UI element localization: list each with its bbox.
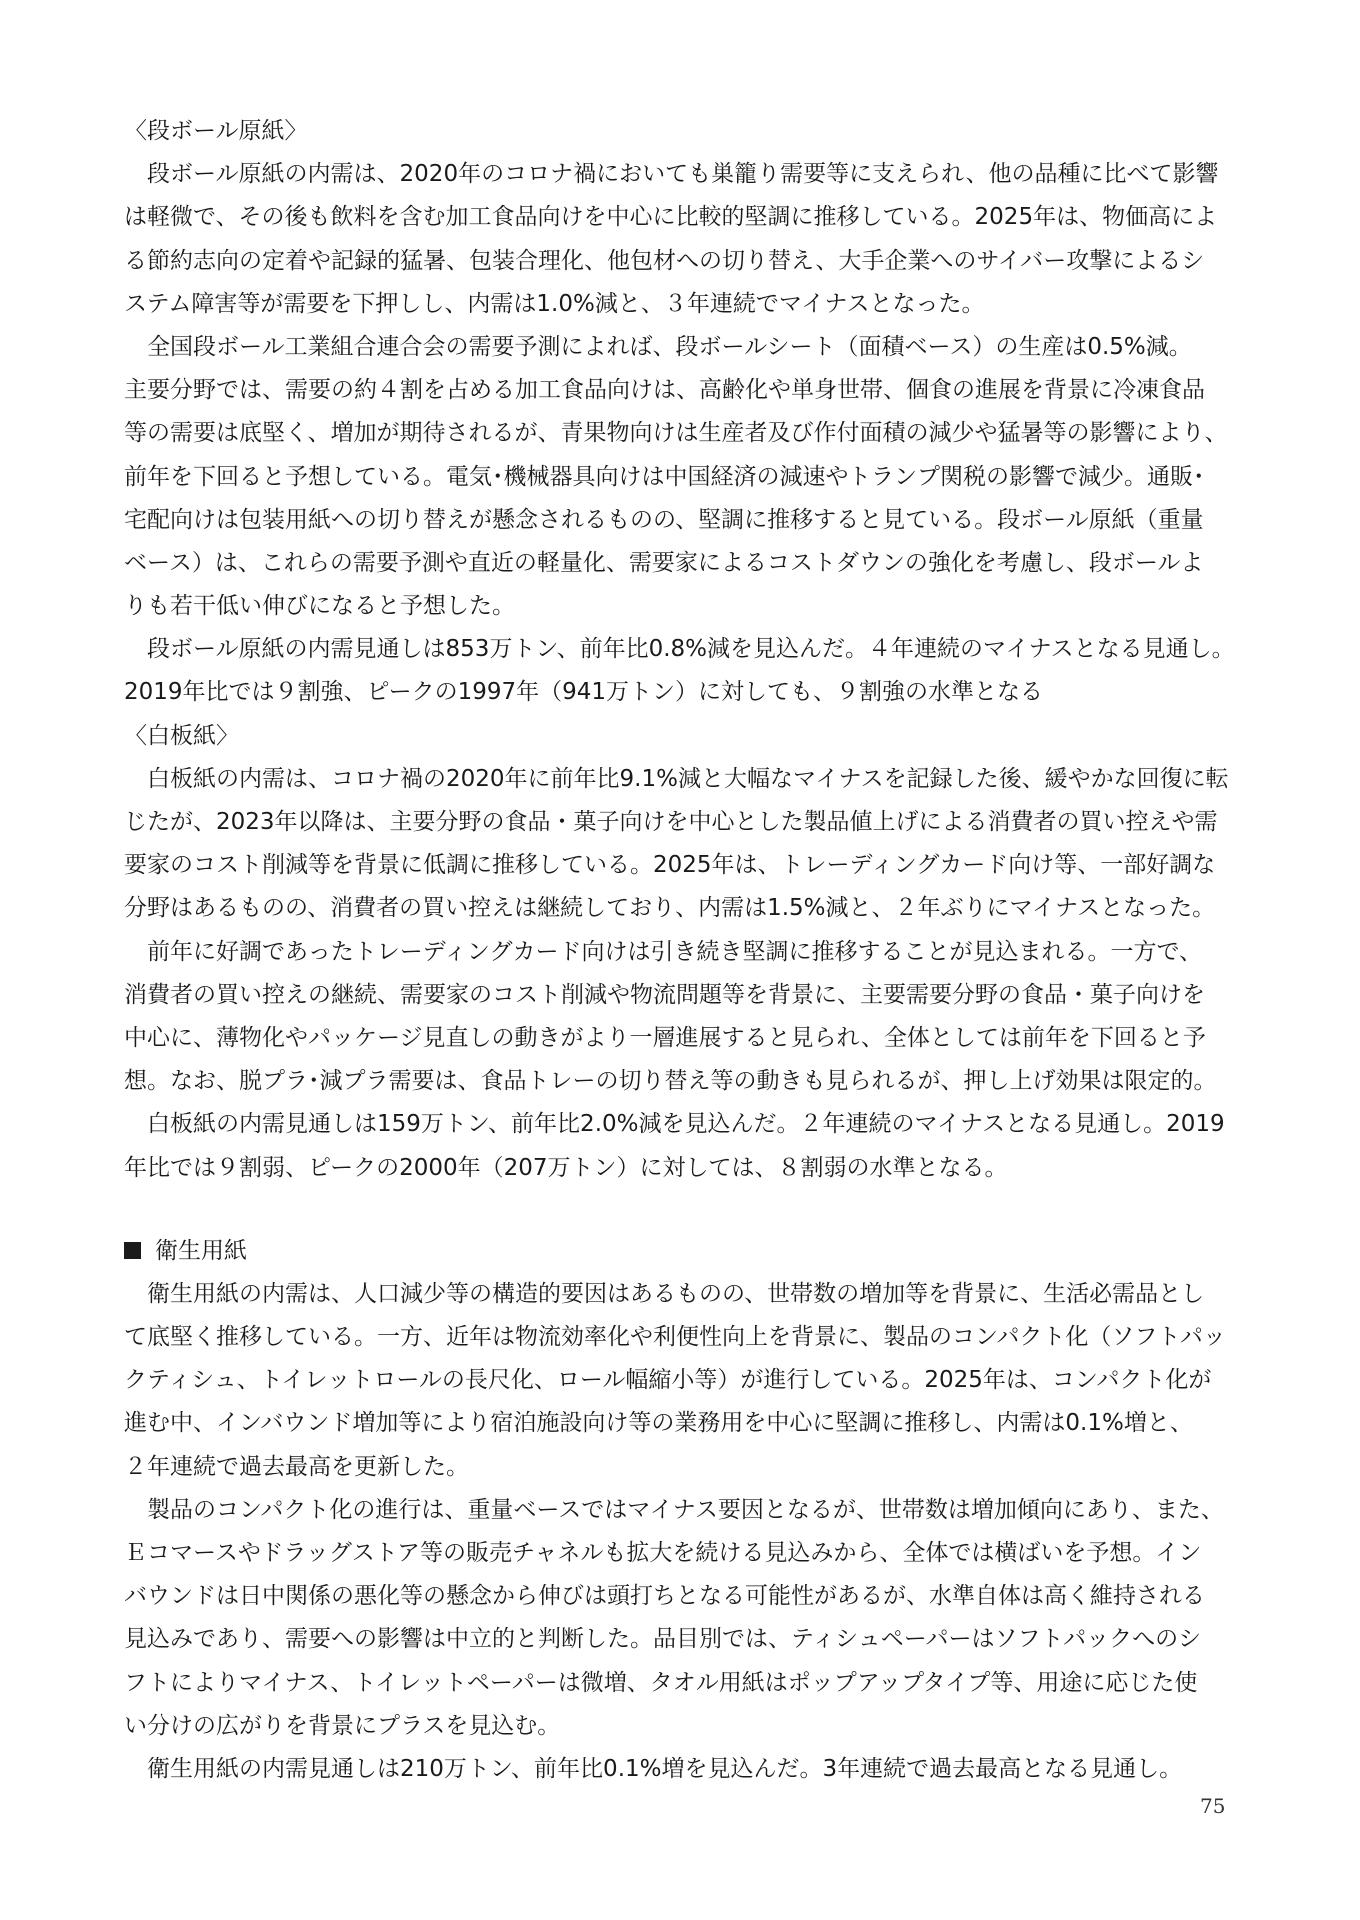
text-line: 中心に、薄物化やパッケージ見直しの動きがより一層進展すると見られ、全体としては前年を下回ると予 (124, 1024, 1206, 1051)
text-line: 主要分野では、需要の約４割を占める加工食品向けは、高齢化や単身世帯、個食の進展を背景に冷凍食品 (124, 377, 1205, 404)
text-line: 前年に好調であったトレーディングカード向けは引き続き堅調に推移することが見込まれる。一方で、 (147, 938, 1203, 965)
paragraph (124, 1103, 1252, 1189)
section-heading: 〈白板紙〉 (124, 722, 239, 749)
section-sanitary-paper (124, 1230, 1252, 1791)
text-line: る節約志向の定着や記録的猛暑、包装合理化、他包材への切り替え、大手企業へのサイバー攻撃によるシ (124, 247, 1205, 274)
paragraph (124, 628, 1252, 714)
text-line: 白板紙の内需見通しは159万トン、前年比2.0%減を見込んだ。２年連続のマイナスとなる見通し。2019 (147, 1111, 1225, 1138)
text-line: 年比では９割弱、ピークの2000年（207万トン）に対しては、８割弱の水準となる。 (124, 1154, 1008, 1181)
page-number: 75 (1200, 1794, 1226, 1818)
paragraph (124, 1489, 1252, 1748)
text-line: 進む中、インバウンド増加等により宿泊施設向け等の業務用を中心に堅調に推移し、内需は0.1%増と、 (124, 1410, 1193, 1437)
text-line: て底堅く推移している。一方、近年は物流効率化や利便性向上を背景に、製品のコンパクト化（ソフトパッ (124, 1324, 1226, 1351)
text-line: 段ボール原紙の内需は、2020年のコロナ禍においても巣籠り需要等に支えられ、他の品種に比べて影響 (147, 161, 1219, 188)
text-line: 白板紙の内需は、コロナ禍の2020年に前年比9.1%減と大幅なマイナスを記録した後、緩やかな回復に転 (147, 765, 1229, 792)
text-line: 段ボール原紙の内需見通しは853万トン、前年比0.8%減を見込んだ。４年連続のマイナスとなる見通し。 (147, 636, 1235, 663)
section-white-board (124, 715, 1252, 1190)
section-heading: 〈段ボール原紙〉 (124, 118, 308, 144)
text-line: クティシュ、トイレットロールの長尺化、ロール幅縮小等）が進行している。2025年は、コンパクト化が (124, 1367, 1212, 1394)
section-heading: 衛生用紙 (155, 1237, 247, 1264)
text-line: 製品のコンパクト化の進行は、重量ベースではマイナス要因となるが、世帯数は増加傾向にあり、また、 (147, 1496, 1224, 1523)
paragraph (124, 1273, 1252, 1489)
section-spacer (124, 1190, 1252, 1230)
text-line: い分けの広がりを背景にプラスを見込む。 (124, 1712, 561, 1739)
text-line: 衛生用紙の内需見通しは210万トン、前年比0.1%増を見込んだ。3年連続で過去最高となる見通し。 (147, 1755, 1183, 1782)
text-line: ステム障害等が需要を下押しし、内需は1.0%減と、３年連続でマイナスとなった。 (124, 290, 985, 317)
square-bullet-icon (124, 1242, 141, 1259)
section-cardboard-base-paper (124, 110, 1252, 715)
text-line: 衛生用紙の内需は、人口減少等の構造的要因はあるものの、世帯数の増加等を背景に、生活必需品とし (147, 1280, 1205, 1307)
text-line: 想。なお、脱プラ･減プラ需要は、食品トレーの切り替え等の動きも見られるが、押し上げ効果は限定的。 (124, 1068, 1217, 1095)
text-line: 消費者の買い控えの継続、需要家のコスト削減や物流問題等を背景に、主要需要分野の食品・菓子向けを (124, 981, 1205, 1008)
paragraph (124, 153, 1252, 326)
text-line: ２年連続で過去最高を更新した。 (124, 1453, 469, 1480)
paragraph (124, 931, 1252, 1104)
text-line: ベース）は、これらの需要予測や直近の軽量化、需要家によるコストダウンの強化を考慮し、段ボールよ (124, 549, 1204, 576)
text-line: バウンドは日中関係の悪化等の懸念から伸びは頭打ちとなる可能性があるが、水準自体は高く維持される (124, 1583, 1205, 1610)
text-line: りも若干低い伸びになると予想した。 (124, 593, 515, 620)
paragraph (124, 326, 1252, 628)
paragraph (124, 1748, 1252, 1791)
text-line: 2019年比では９割強、ピークの1997年（941万トン）に対しても、９割強の水準となる (124, 679, 1044, 706)
document-body (124, 110, 1252, 1791)
text-line: Ｅコマースやドラッグストア等の販売チャネルも拡大を続ける見込みから、全体では横ばいを予想。イン (124, 1540, 1202, 1566)
text-line: 分野はあるものの、消費者の買い控えは継続しており、内需は1.5%減と、２年ぶりにマイナスとなった。 (124, 895, 1216, 922)
text-line: 見込みであり、需要への影響は中立的と判断した。品目別では、ティシュペーパーはソフトパックへのシ (124, 1626, 1202, 1653)
text-line: 宅配向けは包装用紙への切り替えが懸念されるものの、堅調に推移すると見ている。段ボール原紙（重量 (124, 506, 1204, 533)
text-line: 全国段ボール工業組合連合会の需要予測によれば、段ボールシート（面積ベース）の生産は0.5%減。 (147, 333, 1192, 360)
text-line: フトによりマイナス、トイレットペーパーは微増、タオル用紙はポップアップタイプ等、用途に応じた使 (124, 1669, 1198, 1696)
text-line: は軽微で、その後も飲料を含む加工食品向けを中心に比較的堅調に推移している。2025年は、物価高によ (124, 204, 1218, 231)
section-heading-row (124, 1230, 1252, 1273)
text-line: 要家のコスト削減等を背景に低調に推移している。2025年は、トレーディングカード向け等、一部好調な (124, 852, 1216, 879)
text-line: 等の需要は底堅く、増加が期待されるが、青果物向けは生産者及び作付面積の減少や猛暑等の影響により、 (124, 420, 1228, 447)
text-line: じたが、2023年以降は、主要分野の食品・菓子向けを中心とした製品値上げによる消費者の買い控えや需 (124, 809, 1218, 835)
paragraph (124, 758, 1252, 931)
text-line: 前年を下回ると予想している。電気･機械器具向けは中国経済の減速やトランプ関税の影響で減少。通販･ (124, 463, 1205, 490)
